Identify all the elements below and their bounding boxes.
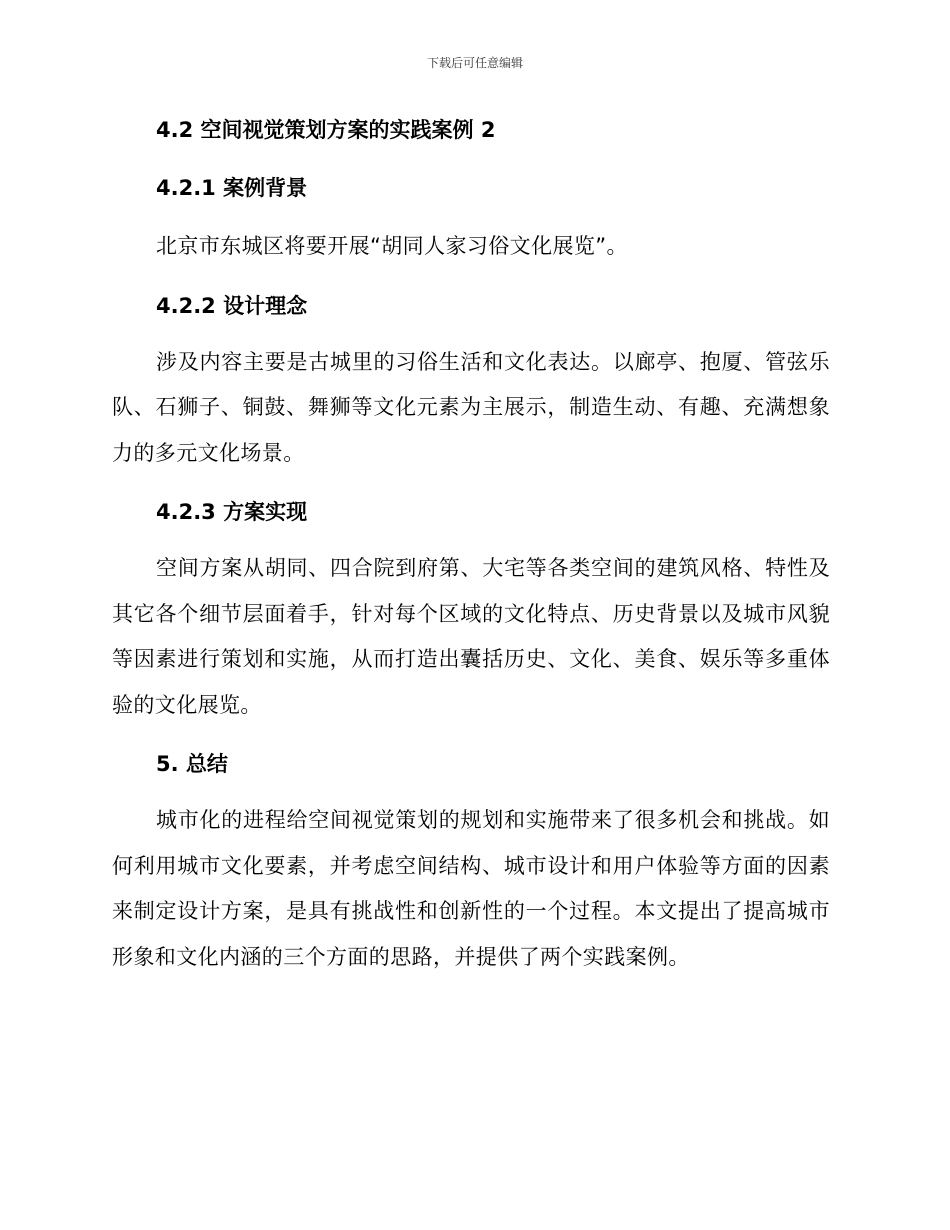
paragraph-design-concept: 涉及内容主要是古城里的习俗生活和文化表达。以廊亭、抱厦、管弦乐队、石狮子、铜鼓、舞狮等文化元素为主展示，制造生动、有趣、充满想象力的多元文化场景。 — [112, 349, 830, 465]
section-heading-4-2-1: 4.2.1 案例背景 — [156, 176, 308, 200]
paragraph-case-background: 北京市东城区将要开展“胡同人家习俗文化展览”。 — [156, 234, 628, 258]
section-heading-4-2: 4.2 空间视觉策划方案的实践案例 2 — [156, 118, 496, 142]
paragraph-plan-implementation: 空间方案从胡同、四合院到府第、大宅等各类空间的建筑风格、特性及其它各个细节层面着手，针对每个区域的文化特点、历史背景以及城市风貌等因素进行策划和实施，从而打造出囊括历史、文化、美食、娱乐等多重体验的文化展览。 — [112, 556, 830, 717]
section-heading-4-2-2: 4.2.2 设计理念 — [156, 293, 308, 318]
header-note: 下载后可任意编辑 — [426, 56, 523, 70]
section-heading-5: 5. 总结 — [156, 752, 228, 776]
paragraph-summary: 城市化的进程给空间视觉策划的规划和实施带来了很多机会和挑战。如何利用城市文化要素，并考虑空间结构、城市设计和用户体验等方面的因素来制定设计方案，是具有挑战性和创新性的一个过程。本文提出了提高城市形象和文化内涵的三个方面的思路，并提供了两个实践案例。 — [112, 808, 830, 969]
document-body — [112, 108, 830, 980]
section-heading-4-2-3: 4.2.3 方案实现 — [156, 500, 308, 524]
